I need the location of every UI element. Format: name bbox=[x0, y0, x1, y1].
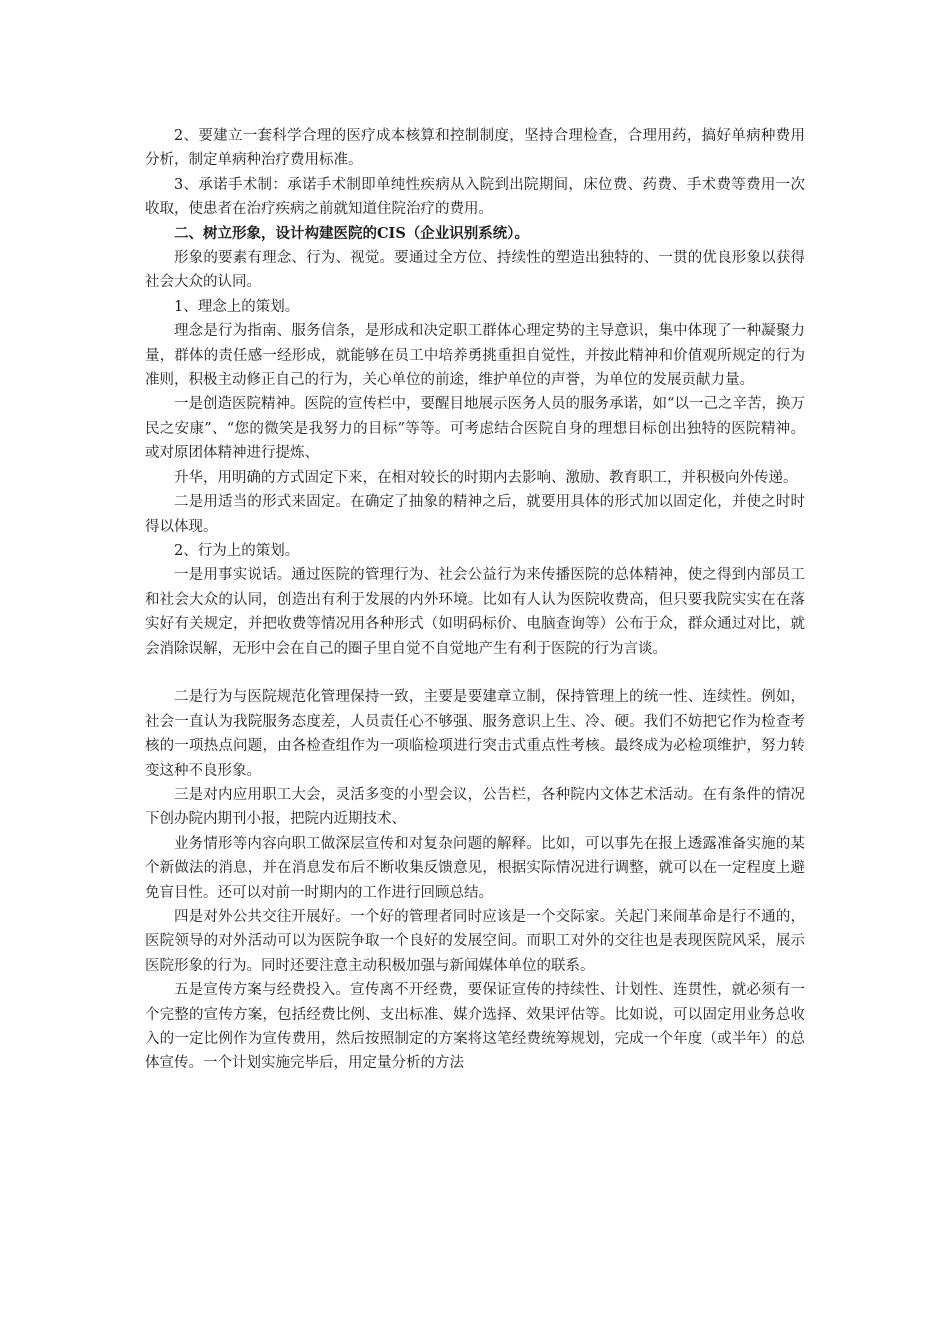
paragraph-business-publicity: 业务情形等内容向职工做深层宣传和对复杂问题的解释。比如，可以事先在报上透露准备实施的某个新做法的消息，并在消息发布后不断收集反馈意见，根据实际情况进行调整，就可以在一定程度上避免盲目性。还可以对前一时期内的工作进行回顾总结。 bbox=[145, 835, 805, 901]
paragraph-hospital-spirit: 一是创造医院精神。医院的宣传栏中，要醒目地展示医务人员的服务承诺，如“以一己之辛苦，换万民之安康”、“您的微笑是我努力的目标”等等。可考虑结合医院自身的理想目标创出独特的医院精神。或对原团体精神进行提炼、 bbox=[145, 396, 805, 462]
subheading-behavior-planning: 2、行为上的策划。 bbox=[174, 542, 300, 559]
section-heading-cis: 二、树立形象，设计构建医院的CIS（企业识别系统）。 bbox=[174, 224, 530, 242]
paragraph-publicity-budget: 五是宣传方案与经费投入。宣传离不开经费，要保证宣传的持续性、计划性、连贯性，就必须有一个完整的宣传方案，包括经费比例、支出标准、媒介选择、效果评估等。比如说，可以固定用业务总收入的一定比例作为宣传费用，然后按照制定的方案将这笔经费统筹规划，完成一个年度（或半年）的总体宣传。一个计划实施完毕后，用定量分析的方法 bbox=[145, 982, 805, 1072]
paragraph-surgery-commitment: 3、承诺手术制：承诺手术制即单纯性疾病从入院到出院期间，床位费、药费、手术费等费用一次收取，使患者在治疗疾病之前就知道住院治疗的费用。 bbox=[145, 176, 805, 218]
paragraph-standardized-management: 二是行为与医院规范化管理保持一致，主要是要建章立制，保持管理上的统一性、连续性。例如，社会一直认为我院服务态度差，人员责任心不够强、服务意识上生、冷、硬。我们不妨把它作为检查考核的一项热点问题，由各检查组作为一项临检项进行突击式重点性考核。最终成为必检项维护，努力转变这种不良形象。 bbox=[145, 689, 805, 779]
document-body bbox=[145, 124, 805, 1076]
paragraph-fixed-form: 二是用适当的形式来固定。在确定了抽象的精神之后，就要用具体的形式加以固定化，并使之时时得以体现。 bbox=[145, 494, 805, 535]
paragraph-sublimation: 升华，用明确的方式固定下来，在相对较长的时期内去影响、激励、教育职工，并积极向外传递。 bbox=[174, 469, 798, 486]
paragraph-internal-communication: 三是对内应用职工大会，灵活多变的小型会议，公告栏，各种院内文体艺术活动。在有条件的情况下创办院内期刊小报，把院内近期技术、 bbox=[145, 786, 805, 828]
paragraph-concept: 理念是行为指南、服务信条，是形成和决定职工群体心理定势的主导意识，集中体现了一种凝聚力量，群体的责任感一经形成，就能够在员工中培养勇挑重担自觉性，并按此精神和价值观所规定的行为准则，积极主动修正自己的行为，关心单位的前途，维护单位的声誉，为单位的发展贡献力量。 bbox=[145, 323, 805, 389]
blank-line bbox=[145, 661, 805, 685]
paragraph-public-relations: 四是对外公共交往开展好。一个好的管理者同时应该是一个交际家。关起门来闹革命是行不通的，医院领导的对外活动可以为医院争取一个良好的发展空间。而职工对外的交往也是表现医院风采，展示医院形象的行为。同时还要注意主动积极加强与新闻媒体单位的联系。 bbox=[145, 908, 805, 974]
paragraph-image-elements: 形象的要素有理念、行为、视觉。要通过全方位、持续性的塑造出独特的、一贯的优良形象以获得社会大众的认同。 bbox=[145, 250, 805, 291]
paragraph-cost-control: 2、要建立一套科学合理的医疗成本核算和控制制度，坚持合理检查，合理用药，搞好单病种费用分析，制定单病种治疗费用标准。 bbox=[145, 128, 805, 169]
paragraph-facts: 一是用事实说话。通过医院的管理行为、社会公益行为来传播医院的总体精神，使之得到内部员工和社会大众的认同，创造出有利于发展的内外环境。比如有人认为医院收费高，但只要我院实实在在落实好有关规定，并把收费等情况用各种形式（如明码标价、电脑查询等）公布于众，群众通过对比，就会消除误解，无形中会在自己的圈子里自觉不自觉地产生有利于医院的行为言谈。 bbox=[145, 567, 805, 657]
subheading-concept-planning: 1、理念上的策划。 bbox=[174, 298, 300, 315]
